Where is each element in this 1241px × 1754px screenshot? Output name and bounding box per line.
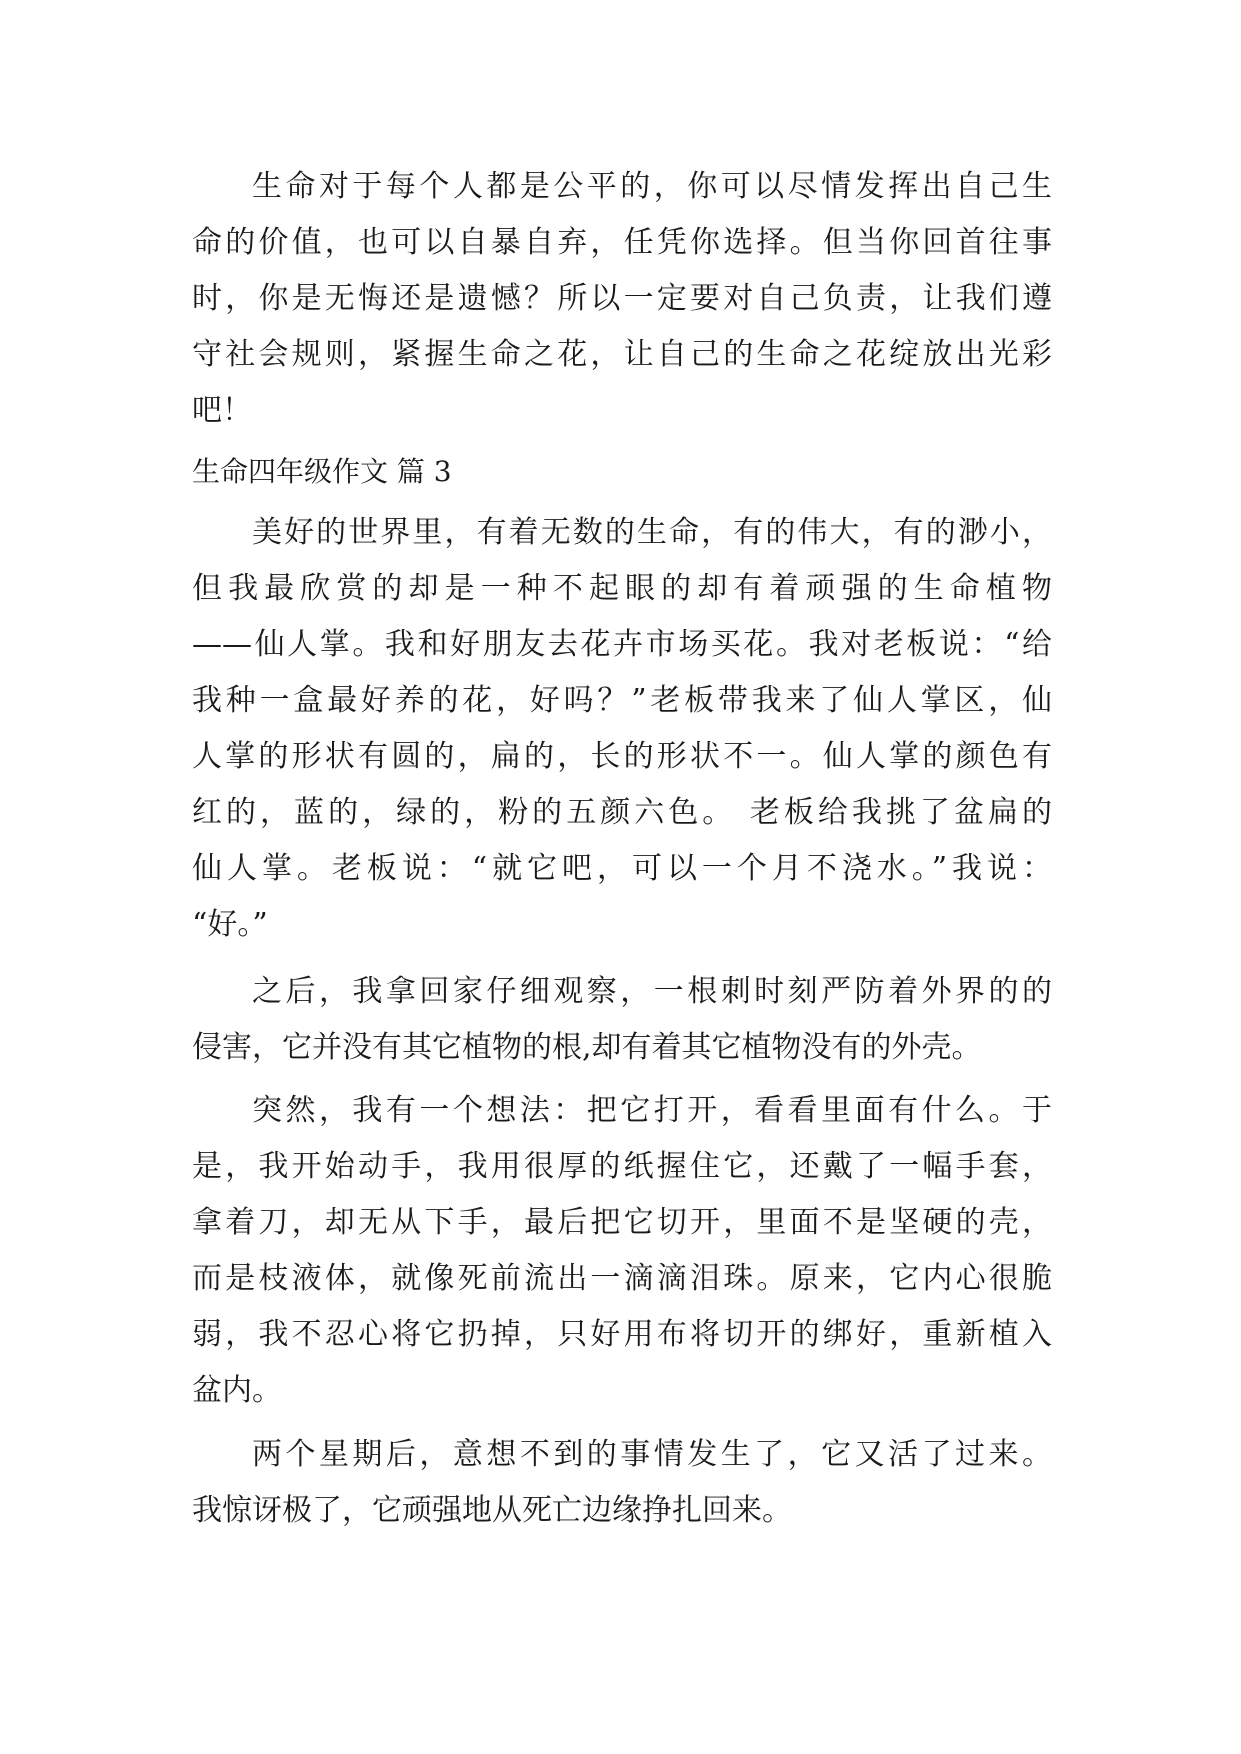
text-line: 我惊讶极了，它顽强地从死亡边缘挣扎回来。	[192, 1493, 792, 1528]
text-line: 盆内。	[192, 1373, 282, 1408]
text-line: 而是枝液体，就像死前流出一滴滴泪珠。原来，它内心很脆	[192, 1261, 1052, 1296]
text-line: 侵害，它并没有其它植物的根,却有着其它植物没有的外壳。	[192, 1030, 982, 1065]
text-line: 红的，蓝的，绿的，粉的五颜六色。 老板给我挑了盆扁的	[192, 795, 1052, 830]
text-line: 拿着刀，却无从下手，最后把它切开，里面不是坚硬的壳，	[192, 1205, 1052, 1240]
text-line: 我种一盒最好养的花，好吗？”老板带我来了仙人掌区，仙	[192, 683, 1052, 718]
text-line: 美好的世界里，有着无数的生命，有的伟大，有的渺小，	[252, 515, 1052, 550]
text-line: 弱，我不忍心将它扔掉，只好用布将切开的绑好，重新植入	[192, 1317, 1052, 1352]
section-heading: 生命四年级作文 篇 3	[192, 455, 452, 488]
text-line: 之后，我拿回家仔细观察，一根刺时刻严防着外界的的	[252, 974, 1052, 1009]
text-line: 突然，我有一个想法：把它打开，看看里面有什么。于	[252, 1093, 1052, 1128]
text-line: 守社会规则，紧握生命之花，让自己的生命之花绽放出光彩	[192, 337, 1052, 372]
text-line: 吧！	[192, 393, 252, 428]
text-line: 两个星期后，意想不到的事情发生了，它又活了过来。	[252, 1437, 1052, 1472]
text-line: 但我最欣赏的却是一种不起眼的却有着顽强的生命植物	[192, 571, 1052, 606]
text-line: “好。”	[192, 907, 268, 942]
text-line: 仙人掌。老板说：“就它吧，可以一个月不浇水。”我说：	[192, 851, 1052, 886]
text-line: ——仙人掌。我和好朋友去花卉市场买花。我对老板说：“给	[192, 627, 1052, 662]
text-line: 人掌的形状有圆的，扁的，长的形状不一。仙人掌的颜色有	[192, 739, 1052, 774]
text-line: 是，我开始动手，我用很厚的纸握住它，还戴了一幅手套，	[192, 1149, 1052, 1184]
text-line: 生命对于每个人都是公平的，你可以尽情发挥出自己生	[252, 169, 1052, 204]
text-line: 命的价值，也可以自暴自弃，任凭你选择。但当你回首往事	[192, 225, 1052, 260]
text-line: 时，你是无悔还是遗憾？所以一定要对自己负责，让我们遵	[192, 281, 1052, 316]
